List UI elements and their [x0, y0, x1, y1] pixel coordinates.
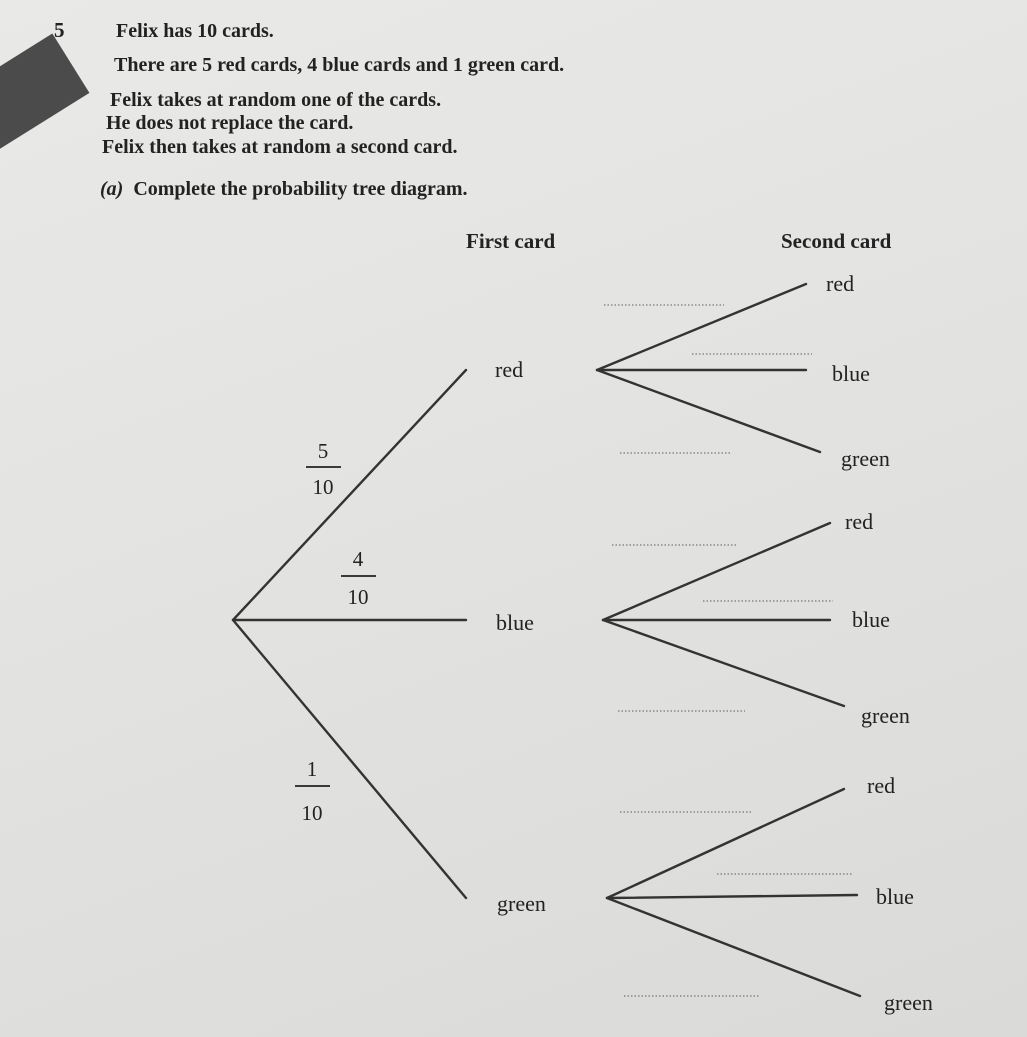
part-a-label: (a) [100, 178, 124, 200]
second-label-red-2: red [845, 509, 874, 534]
question-line-2: There are 5 red cards, 4 blue cards and 1 green card. [114, 54, 565, 76]
question-line-5: Felix then takes at random a second card. [102, 136, 458, 158]
prob-green-denominator: 10 [301, 801, 323, 825]
prob-red-fraction [306, 439, 341, 499]
branch-first-green [233, 620, 466, 898]
second-label-red-3: red [867, 773, 896, 798]
first-label-blue: blue [496, 610, 534, 635]
question-line-4: He does not replace the card. [106, 112, 354, 134]
branch-blue-red [603, 523, 830, 620]
prob-blue-fraction [341, 547, 376, 609]
prob-red-denominator: 10 [312, 475, 334, 499]
second-label-green-1: green [841, 446, 890, 471]
branch-first-red [233, 370, 466, 620]
prob-red-numerator: 5 [317, 439, 329, 463]
prob-blue-numerator: 4 [352, 547, 364, 571]
second-card-header: Second card [781, 229, 892, 253]
question-number: 5 [54, 18, 65, 42]
second-label-blue-2: blue [852, 607, 890, 632]
first-card-header: First card [466, 229, 556, 253]
prob-blue-denominator: 10 [347, 585, 369, 609]
branch-green-red [607, 789, 844, 898]
branch-red-red [597, 284, 806, 370]
second-label-blue-3: blue [876, 884, 914, 909]
branch-blue-green [603, 620, 844, 706]
question-line-1: Felix has 10 cards. [116, 20, 274, 42]
first-label-green: green [497, 891, 546, 916]
branch-green-blue [607, 895, 857, 898]
prob-green-fraction [295, 757, 330, 825]
first-label-red: red [495, 357, 524, 382]
second-label-green-3: green [884, 990, 933, 1015]
second-label-red-1: red [826, 271, 855, 296]
branch-green-green [607, 898, 860, 996]
second-label-green-2: green [861, 703, 910, 728]
branch-red-green [597, 370, 820, 452]
part-a-text: Complete the probability tree diagram. [133, 178, 468, 200]
prob-green-numerator: 1 [306, 757, 318, 781]
second-label-blue-1: blue [832, 361, 870, 386]
question-line-3: Felix takes at random one of the cards. [110, 89, 442, 111]
